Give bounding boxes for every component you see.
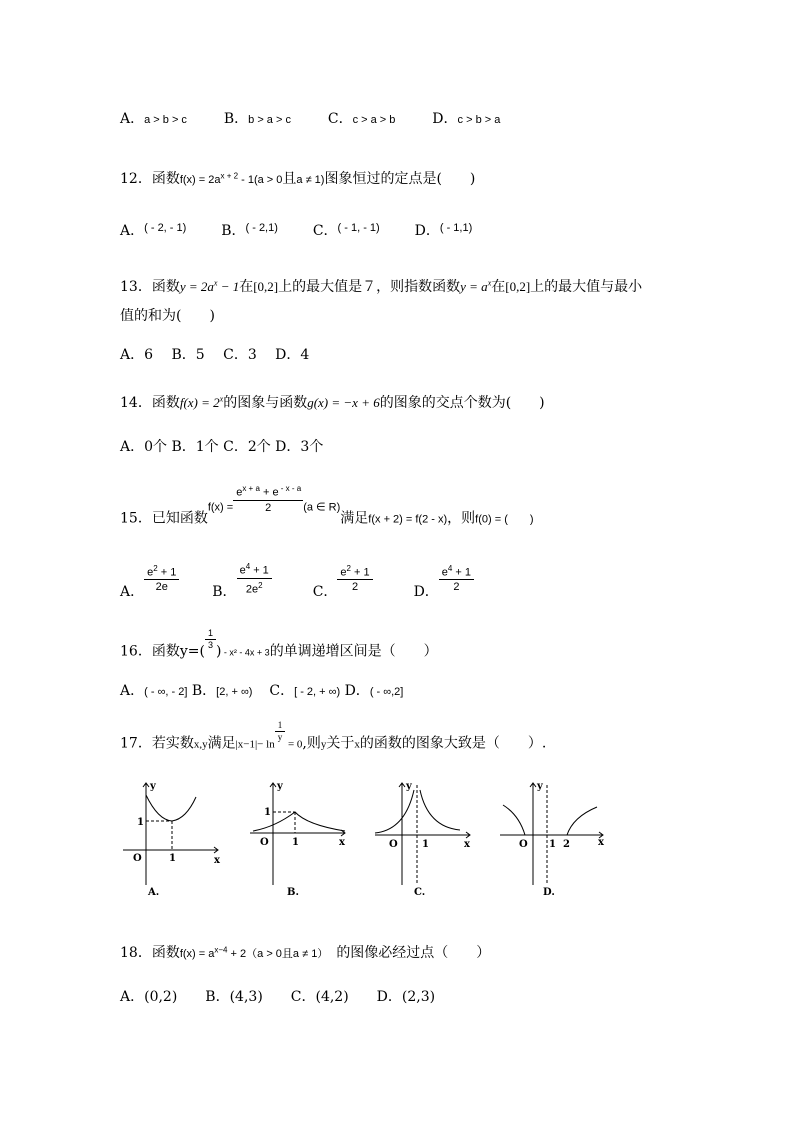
- q12-and: 且: [282, 171, 297, 187]
- q13-f2-base: y = a: [460, 279, 488, 294]
- q18-options: A．(0,2) B．(4,3) C．(4,2) D．(2,3): [120, 989, 436, 1005]
- q12-option-d: ( - 1,1): [439, 222, 473, 234]
- q17-a-one-y: 1: [137, 817, 144, 828]
- q16-exponent: - x² - 4x + 3: [221, 647, 270, 658]
- q15-c-num: e: [340, 566, 347, 579]
- q17-eq-fraction: [275, 720, 286, 743]
- q17-b-one-x: 1: [292, 837, 299, 848]
- q13-f1: [180, 279, 239, 294]
- q17-c-y-label: y: [406, 781, 412, 792]
- q17-then: ,则: [302, 735, 321, 752]
- q15-ask: f(0) = ( ): [475, 513, 534, 526]
- q17-stem: [120, 720, 546, 753]
- q17-d-one-x: 1: [549, 839, 556, 850]
- q15-option-c: [337, 562, 372, 595]
- q13-in2: 在: [491, 279, 506, 295]
- q11-d-label: D．: [432, 111, 458, 127]
- q15-b-den: 2e: [245, 583, 259, 596]
- q15-a-label: A．: [120, 584, 145, 601]
- q11-b-label: B．: [223, 111, 249, 127]
- q16-d-label: D．: [344, 683, 370, 699]
- q12-option-b: ( - 2,1): [245, 222, 278, 234]
- q14-mid: 的图象与函数: [223, 395, 308, 411]
- q18-f-pre: f(x) = a: [179, 948, 215, 960]
- q15-then: ，则: [447, 510, 476, 527]
- q12-f-post: - 1(a > 0: [238, 174, 283, 186]
- q15-fraction: [233, 482, 303, 515]
- q15-a-den: 2e: [155, 581, 168, 594]
- q13-options: A．6 B．5 C．3 D．4: [120, 347, 310, 363]
- q15-d-label: D．: [413, 584, 439, 601]
- q15-num-e1: e: [236, 486, 243, 499]
- q15-b-num: e: [239, 564, 246, 577]
- q12-tail: 图象恒过的定点是( ): [324, 171, 476, 187]
- q14-options: A．0个 B．1个 C．2个 D．3个: [120, 439, 324, 455]
- q12-a-label: A．: [120, 223, 145, 239]
- q17-b-one-y: 1: [264, 807, 271, 818]
- q17-eq-den: y: [277, 732, 283, 742]
- q15-a-exp: 2: [153, 563, 158, 573]
- q18-f-post: + 2: [227, 948, 247, 960]
- q15-c-den: 2: [351, 581, 359, 594]
- q17-d-x-label: x: [598, 837, 604, 848]
- q12-b-label: B．: [221, 223, 246, 239]
- q15-num-mid: + e: [259, 486, 279, 499]
- q15-option-d: [439, 562, 474, 595]
- q16-option-d: ( - ∞,2]: [369, 686, 404, 698]
- q12-formula: [179, 171, 283, 186]
- q11-option-d: c > b > a: [457, 114, 501, 126]
- q12-stem: [120, 168, 475, 188]
- q17-graph-b: [245, 775, 355, 900]
- q15-c-label: C．: [312, 584, 338, 601]
- q15-sat: 满足: [340, 510, 369, 527]
- q17-about: 关于: [326, 735, 355, 752]
- q17-y: y: [320, 738, 327, 751]
- q15-d-den: 2: [453, 581, 460, 594]
- q17-c-origin: O: [389, 839, 398, 850]
- q13-f1-exp: x: [213, 278, 218, 288]
- q16-base-num: 1: [205, 628, 216, 640]
- q17-a-label: A.: [148, 887, 160, 898]
- q11-a-label: A．: [120, 111, 145, 127]
- q15-f-post: (a ∈ R): [303, 501, 341, 514]
- q14-number: 14．函数: [120, 395, 180, 411]
- q17-graph-a: [118, 775, 228, 900]
- q16-b-label: B．: [191, 683, 217, 699]
- q13-tail: 上的最大值与最小: [530, 279, 643, 295]
- q15-d-exp: 4: [447, 563, 453, 573]
- q11-options: [120, 108, 500, 128]
- q18-formula: [179, 945, 247, 960]
- q18-f-exp: x−4: [214, 945, 228, 955]
- q11-c-label: C．: [327, 111, 353, 127]
- q17-d-two-x: 2: [563, 839, 570, 850]
- q16-tail: 的单调递增区间是（ ）: [269, 643, 438, 660]
- q16-stem: 16．函数y=( $\frac{1}{3}$ ) $_{- x^2 - 4x + 3}$的单调递增区间是（ ）: [120, 628, 438, 660]
- q13-number: 13．函数: [120, 279, 180, 295]
- q12-option-c: ( - 1, - 1): [337, 222, 380, 234]
- q16-number: 16．函数y=: [120, 643, 200, 660]
- q12-f-pre: f(x) = 2a: [179, 174, 221, 186]
- q15-b-tail: + 1: [250, 564, 269, 577]
- q13-in: 在: [239, 279, 254, 295]
- q17-graph-c: [370, 775, 480, 900]
- q15-b-exp: 4: [245, 562, 251, 571]
- q16-options: [120, 680, 403, 700]
- q17-a-origin: O: [133, 853, 142, 864]
- q17-d-origin: O: [519, 839, 528, 850]
- q13-f1-base: y = 2a: [179, 279, 214, 294]
- q17-sat: 满足: [207, 735, 236, 752]
- q18-tail: 的图像必经过点（ ）: [336, 945, 491, 961]
- q16-option-b: [2, + ∞): [216, 686, 253, 698]
- q14-f1: [180, 395, 223, 410]
- q12-cond: a ≠ 1): [296, 174, 325, 186]
- q15-b-label: B．: [212, 584, 237, 601]
- q17-b-y-label: y: [277, 781, 283, 792]
- q14-f1-base: f(x) = 2: [179, 395, 220, 410]
- q14-stem: [120, 392, 545, 412]
- q17-a-x-label: x: [214, 855, 220, 866]
- q17-d-label: D.: [543, 887, 555, 898]
- q18-cond: （a > 0且a ≠ 1）: [246, 948, 329, 960]
- q16-option-c: [ - 2, + ∞): [294, 686, 341, 698]
- q15-options: [120, 560, 474, 601]
- q15-num-exp2: - x - a: [278, 484, 302, 493]
- q17-c-label: C.: [414, 887, 426, 898]
- q13-interval: [0,2]: [253, 279, 279, 294]
- q17-tail: 的函数的图象大致是（ ）.: [359, 735, 547, 752]
- q13-stem-line2: 值的和为( ): [120, 308, 215, 324]
- q13-f2-exp: x: [487, 278, 492, 288]
- q17-eq-pre: |x−1|− ln: [235, 738, 275, 751]
- q12-options: [120, 220, 472, 240]
- q17-b-x-label: x: [339, 837, 345, 848]
- q17-b-label: B.: [287, 887, 299, 898]
- q14-tail: 的图象的交点个数为( ): [379, 395, 545, 411]
- q18-number: 18．函数: [120, 945, 180, 961]
- q11-option-c: c > a > b: [352, 114, 396, 126]
- q14-f2: g(x) = −x + 6: [307, 395, 380, 410]
- q16-base-den: 3: [207, 640, 213, 650]
- q15-cond: f(x + 2) = f(2 - x): [368, 513, 448, 526]
- q12-f-exp: x + 2: [220, 171, 239, 181]
- q15-frac-num: [233, 482, 303, 501]
- q15-c-tail: + 1: [351, 566, 370, 579]
- q17-c-x-label: x: [464, 839, 470, 850]
- q11-option-b: b > a > c: [248, 114, 291, 126]
- q17-c-one-x: 1: [422, 839, 429, 850]
- q11-option-a: a > b > c: [144, 114, 187, 126]
- q12-number: 12．函数: [120, 171, 180, 187]
- q15-c-exp: 2: [346, 563, 351, 573]
- q17-eq-post: = 0: [285, 738, 303, 751]
- q15-f-pre: f(x) =: [207, 501, 234, 514]
- q18-stem: [120, 942, 490, 962]
- q12-c-label: C．: [312, 223, 338, 239]
- q13-interval2: [0,2]: [505, 279, 531, 294]
- q15-frac-den: 2: [265, 501, 272, 514]
- q16-option-a: ( - ∞, - 2]: [144, 686, 188, 698]
- q17-a-y-label: y: [150, 781, 156, 792]
- q16-a-label: A．: [120, 683, 145, 699]
- q17-d-y-label: y: [537, 781, 543, 792]
- q17-eq-num: 1: [275, 720, 286, 732]
- q13-stem: [120, 276, 642, 296]
- q15-a-num: e: [147, 566, 154, 579]
- q12-option-a: ( - 2, - 1): [144, 222, 187, 234]
- q12-d-label: D．: [414, 223, 440, 239]
- q17-b-origin: O: [260, 837, 269, 848]
- q17-number: 17．若实数: [120, 735, 194, 752]
- q14-f1-exp: x: [219, 394, 224, 404]
- q15-a-tail: + 1: [157, 566, 177, 579]
- q15-stem: [120, 482, 534, 527]
- q15-number: 15．已知函数: [120, 510, 208, 527]
- q15-b-den-exp: 2: [258, 580, 263, 590]
- q16-base-fraction: [205, 628, 216, 651]
- q15-num-exp1: x + a: [242, 484, 260, 493]
- q13-f2: [460, 279, 491, 294]
- q15-d-num: e: [441, 566, 448, 579]
- q15-option-a: [144, 562, 179, 595]
- q16-c-label: C．: [269, 683, 295, 699]
- q17-x: x: [354, 738, 360, 751]
- q13-mid: 上的最大值是７，则指数函数: [278, 279, 461, 295]
- q15-d-tail: + 1: [452, 566, 472, 579]
- q17-a-one-x: 1: [169, 853, 176, 864]
- q17-vars: x,y: [193, 738, 208, 751]
- q15-option-b: [237, 560, 272, 596]
- q13-f1-tail: − 1: [217, 279, 240, 294]
- q17-graph-d: [495, 775, 610, 900]
